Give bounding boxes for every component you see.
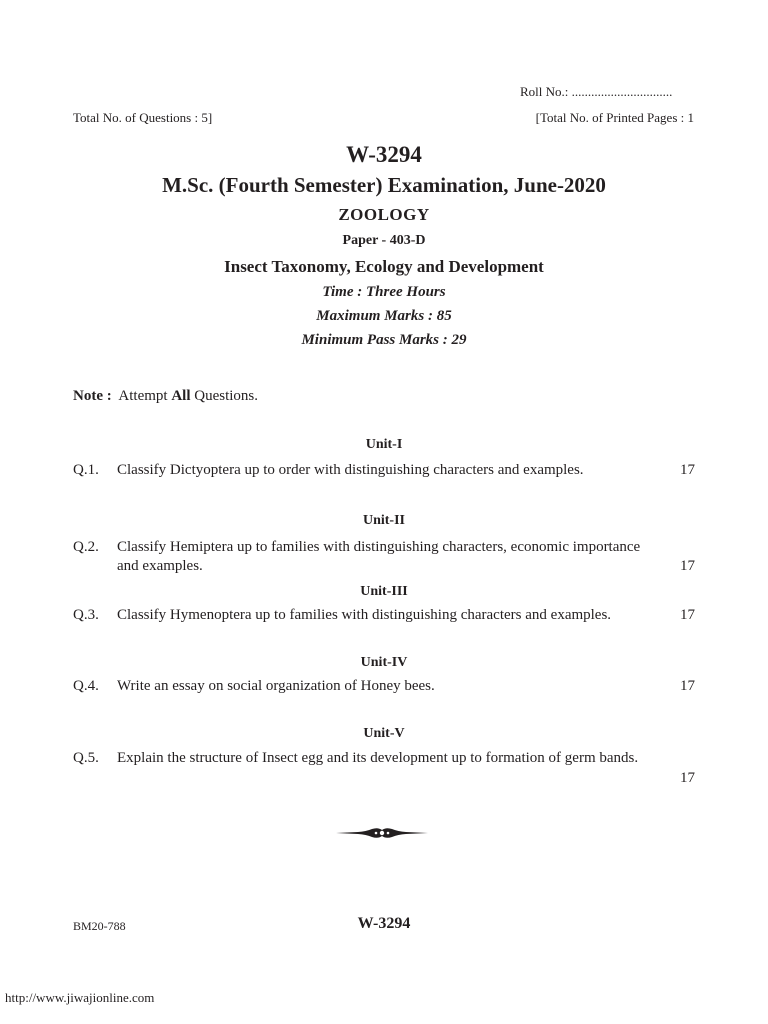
question-number: Q.3.	[73, 607, 99, 623]
question-5	[73, 749, 695, 789]
question-1	[73, 461, 695, 480]
unit-heading: Unit-II	[362, 513, 405, 528]
paper-code: W-3294	[346, 142, 422, 167]
question-3	[73, 606, 695, 625]
question-number: Q.4.	[73, 678, 99, 694]
question-number: Q.2.	[73, 539, 99, 555]
question-marks: 17	[680, 678, 695, 694]
question-marks: 17	[680, 558, 695, 574]
question-number: Q.1.	[73, 462, 99, 478]
question-marks: 17	[680, 462, 695, 478]
instruction-note	[73, 388, 258, 405]
question-text: Classify Hymenoptera up to families with distinguishing characters and examples.	[117, 607, 612, 623]
unit-heading: Unit-V	[363, 726, 405, 741]
question-4	[73, 677, 695, 696]
question-text: Classify Dictyoptera up to order with distinguishing characters and examples.	[117, 462, 584, 478]
unit-heading: Unit-I	[365, 437, 403, 452]
end-divider-ornament	[336, 826, 428, 840]
footer-code: BM20-788	[73, 919, 126, 933]
question-marks: 17	[680, 607, 695, 623]
minimum-pass-marks: Minimum Pass Marks : 29	[301, 332, 467, 348]
note-text-after: Questions.	[194, 388, 259, 404]
question-number: Q.5.	[73, 750, 99, 766]
note-label: Note :	[73, 388, 112, 404]
exam-title: M.Sc. (Fourth Semester) Examination, June-2020	[162, 173, 606, 197]
question-text: Classify Hemiptera up to families with distinguishing characters, economic importance and examples.	[117, 539, 641, 574]
maximum-marks: Maximum Marks : 85	[316, 308, 452, 324]
question-text: Write an essay on social organization of Honey bees.	[117, 678, 435, 694]
footer-paper-code: W-3294	[357, 915, 411, 932]
paper-title: Insect Taxonomy, Ecology and Development	[224, 257, 544, 276]
unit-heading: Unit-III	[360, 584, 408, 599]
question-marks: 17	[680, 770, 695, 786]
note-emphasis: All	[171, 388, 191, 404]
total-questions: Total No. of Questions : 5]	[73, 110, 213, 125]
subject-title: ZOOLOGY	[338, 205, 430, 224]
unit-heading: Unit-IV	[360, 655, 408, 670]
note-text-before: Attempt	[118, 388, 168, 404]
source-url: http://www.jiwajionline.com	[5, 990, 155, 1005]
exam-duration: Time : Three Hours	[322, 284, 446, 300]
roll-number: Roll No.: ...............................	[520, 84, 673, 99]
paper-number: Paper - 403-D	[342, 233, 426, 248]
total-printed-pages: [Total No. of Printed Pages : 1	[535, 110, 694, 125]
question-2	[73, 538, 695, 578]
question-text: Explain the structure of Insect egg and its development up to formation of germ bands.	[117, 750, 639, 766]
